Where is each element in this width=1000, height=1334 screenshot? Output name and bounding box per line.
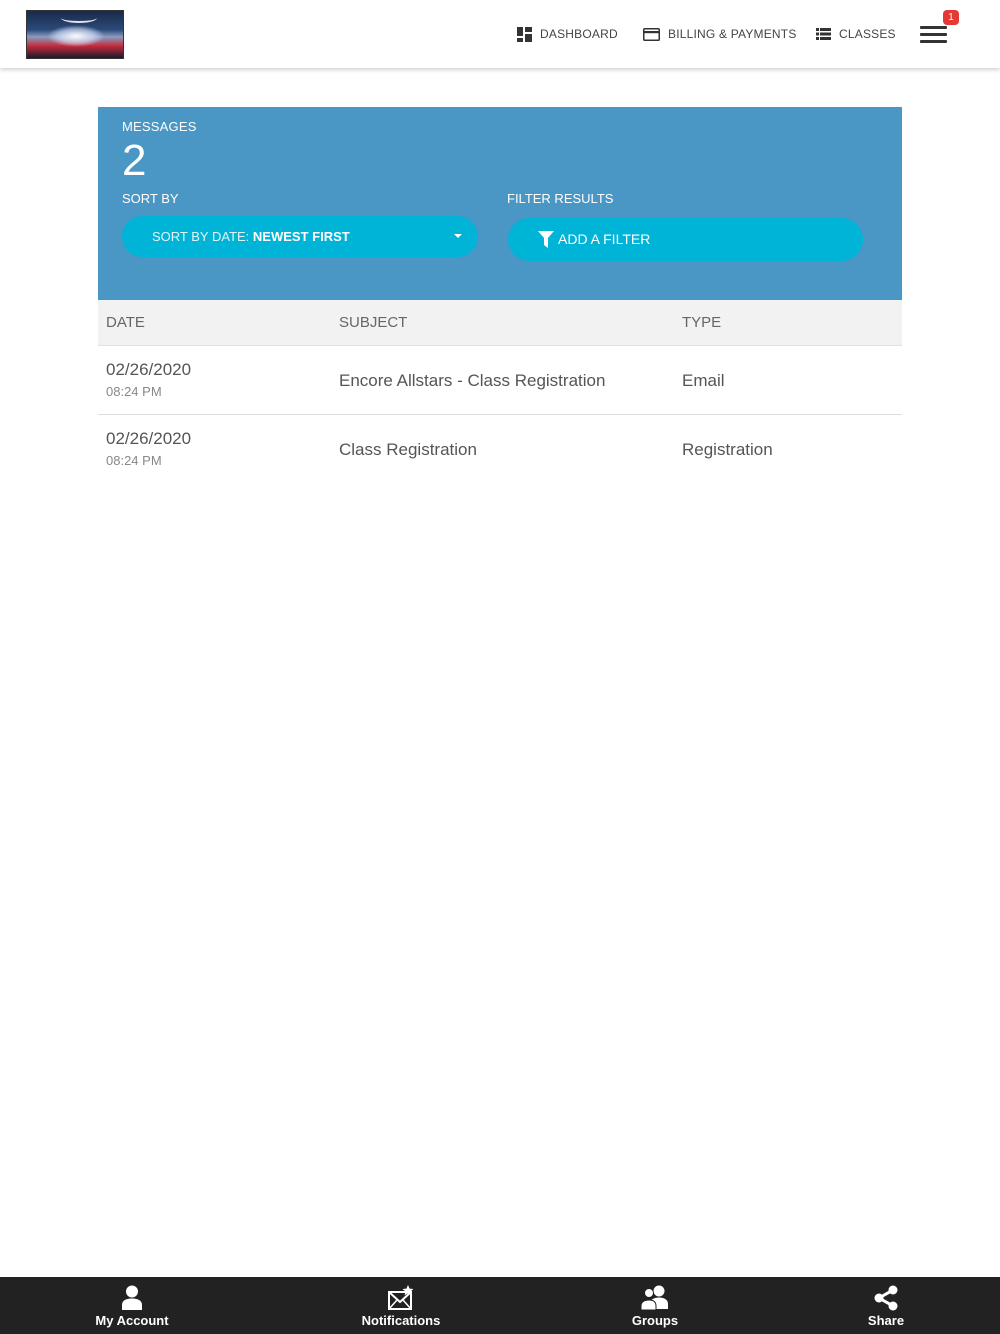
nav-dashboard[interactable] <box>517 24 618 44</box>
add-filter-button[interactable] <box>508 218 863 261</box>
sort-by-label: SORT BY <box>122 191 179 206</box>
tab-groups[interactable] <box>610 1277 700 1334</box>
logo-wing-graphic <box>47 25 105 47</box>
tab-notifications[interactable] <box>346 1277 456 1334</box>
column-header-type[interactable]: TYPE <box>682 314 722 331</box>
row-type: Registration <box>682 440 773 459</box>
nav-classes-label: CLASSES <box>839 27 896 41</box>
table-row[interactable] <box>98 415 902 484</box>
share-icon <box>873 1285 899 1311</box>
messages-table <box>98 300 902 484</box>
column-header-subject[interactable]: SUBJECT <box>339 314 408 331</box>
hamburger-line <box>920 26 947 29</box>
sort-by-select[interactable] <box>122 216 478 257</box>
row-subject: Class Registration <box>339 440 477 459</box>
encore-logo[interactable] <box>26 10 124 59</box>
add-filter-label: ADD A FILTER <box>558 231 651 247</box>
tab-groups-label: Groups <box>631 1313 679 1328</box>
row-type: Email <box>682 371 725 390</box>
nav-dashboard-label: DASHBOARD <box>540 27 618 41</box>
tab-notifications-label: Notifications <box>361 1313 441 1328</box>
logo-script-mark <box>61 13 97 23</box>
nav-classes[interactable] <box>816 24 896 44</box>
table-row[interactable] <box>98 346 902 415</box>
top-header <box>0 0 1000 68</box>
dashboard-icon <box>517 27 532 42</box>
envelope-star-icon <box>387 1285 415 1311</box>
filter-results-label: FILTER RESULTS <box>507 191 614 206</box>
tab-my-account[interactable] <box>82 1277 182 1334</box>
messages-count: 2 <box>122 136 147 185</box>
hamburger-menu-button[interactable] <box>920 24 948 46</box>
sort-prefix: SORT BY DATE: <box>152 229 250 244</box>
menu-notification-badge: 1 <box>943 10 959 25</box>
messages-panel <box>98 107 902 300</box>
tab-share[interactable] <box>846 1277 926 1334</box>
nav-billing-label: BILLING & PAYMENTS <box>668 27 797 41</box>
tab-share-label: Share <box>867 1313 905 1328</box>
list-icon <box>816 28 831 40</box>
hamburger-line <box>920 40 947 43</box>
bottom-tab-bar <box>0 1277 1000 1334</box>
row-date: 02/26/2020 <box>106 429 192 448</box>
table-header <box>98 300 902 346</box>
credit-card-icon <box>643 28 660 41</box>
column-header-date[interactable]: DATE <box>106 314 145 331</box>
caret-down-icon <box>454 234 462 238</box>
row-date: 02/26/2020 <box>106 360 192 379</box>
nav-billing-payments[interactable] <box>643 24 797 44</box>
filter-icon <box>538 231 554 248</box>
row-time: 08:24 PM <box>106 384 162 399</box>
tab-my-account-label: My Account <box>95 1313 169 1328</box>
sort-value: NEWEST FIRST <box>252 229 350 244</box>
hamburger-line <box>920 33 947 36</box>
messages-label: MESSAGES <box>122 119 197 134</box>
user-icon <box>121 1285 143 1311</box>
row-time: 08:24 PM <box>106 453 162 468</box>
row-subject: Encore Allstars - Class Registration <box>339 371 606 390</box>
users-icon <box>640 1285 670 1311</box>
